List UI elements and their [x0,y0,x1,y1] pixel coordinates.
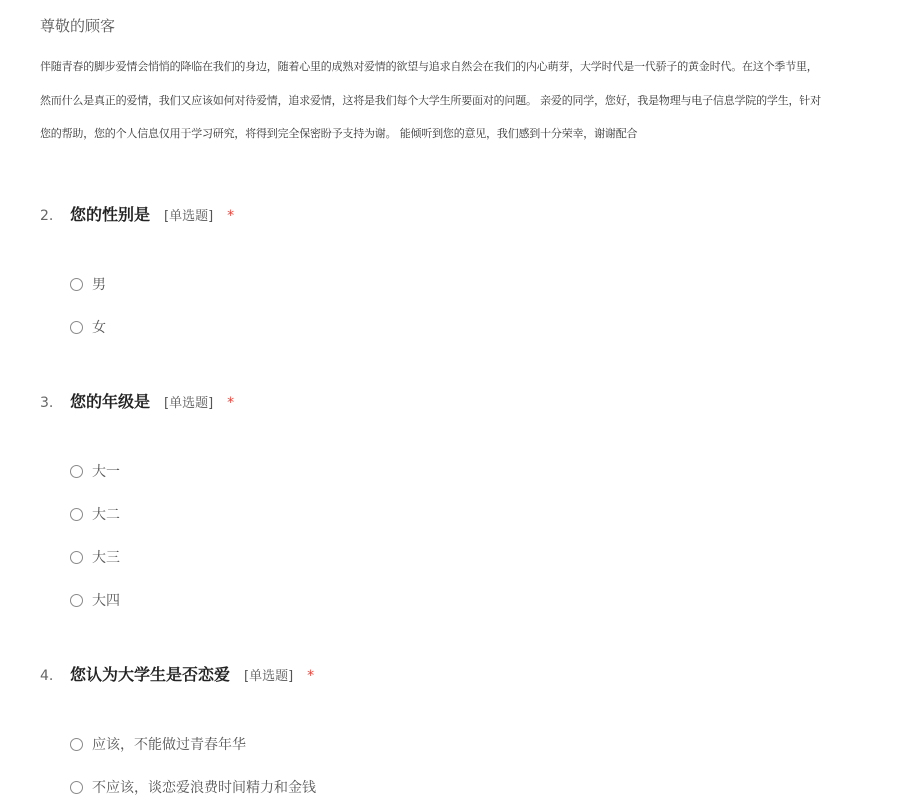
question-dating [40,662,314,685]
intro-line-1: 伴随青春的脚步爱情会悄悄的降临在我们的身边，随着心里的成熟对爱情的欲望与追求自然会在我们的内心萌芽，大学时代是一代骄子的黄金时代。在这个季节里， [40,60,818,73]
question-title: 您认为大学生是否恋爱 [70,665,231,684]
required-mark: * [227,395,235,411]
question-title: 您的性别是 [70,205,151,224]
question-number: 2. [40,208,54,224]
option-grade-3[interactable] [70,547,120,567]
option-dating-yes[interactable] [70,734,246,754]
option-label: 应该，不能做过青春年华 [92,737,246,753]
required-mark: * [227,208,235,224]
survey-greeting: 尊敬的顾客 [40,17,116,35]
option-grade-1[interactable] [70,461,120,481]
option-label: 大四 [92,593,120,609]
option-label: 大一 [92,464,120,480]
radio-button[interactable] [70,594,83,607]
option-dating-no[interactable] [70,777,316,797]
option-label: 不应该，谈恋爱浪费时间精力和金钱 [92,780,316,796]
question-gender [40,202,234,225]
radio-button[interactable] [70,278,83,291]
question-grade [40,389,234,412]
question-number: 3. [40,395,54,411]
option-gender-male[interactable] [70,274,106,294]
radio-button[interactable] [70,551,83,564]
question-type-label: [单选题] [164,396,214,411]
question-type-label: [单选题] [244,669,294,684]
option-label: 女 [92,320,106,336]
question-type-label: [单选题] [164,209,214,224]
intro-line-2: 然而什么是真正的爱情，我们又应该如何对待爱情，追求爱情，这将是我们每个大学生所要面对的问题。 亲爱的同学，您好，我是物理与电子信息学院的学生，针对 [40,94,821,107]
question-number: 4. [40,668,54,684]
option-label: 大二 [92,507,120,523]
option-grade-2[interactable] [70,504,120,524]
radio-button[interactable] [70,465,83,478]
option-label: 大三 [92,550,120,566]
radio-button[interactable] [70,738,83,751]
option-gender-female[interactable] [70,317,106,337]
question-title: 您的年级是 [70,392,151,411]
option-grade-4[interactable] [70,590,120,610]
required-mark: * [307,668,315,684]
option-label: 男 [92,277,106,293]
intro-line-3: 您的帮助，您的个人信息仅用于学习研究，将得到完全保密盼予支持为谢。 能倾听到您的意见，我们感到十分荣幸，谢谢配合 [40,127,638,140]
radio-button[interactable] [70,781,83,794]
radio-button[interactable] [70,321,83,334]
radio-button[interactable] [70,508,83,521]
